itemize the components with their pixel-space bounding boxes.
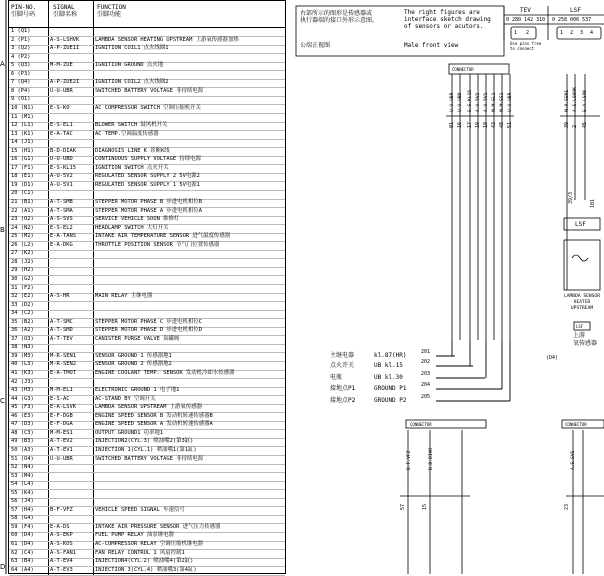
lsf-side-number: 39/3 <box>568 191 574 204</box>
lsf-side-number: 101 <box>590 198 596 208</box>
connector-label: CONNECTOR <box>565 422 587 427</box>
lsf-caption: LAMBDA SENSOR HEATED UPSTREAM <box>564 294 600 311</box>
function-description: INJECTION2(CYL.3) 喷油嘴2(第3缸) <box>95 438 194 445</box>
lsf-title: LSF <box>570 7 581 14</box>
bus-wire-number: 204 <box>421 382 431 388</box>
pin-number: 42 (J3) <box>11 378 34 385</box>
pin-number: 23 (O2) <box>11 216 34 223</box>
bus-label-chinese: 接地点P2 <box>330 397 356 404</box>
bus-label-code: GROUND P2 <box>374 397 407 404</box>
rail-pin-ref: (D4) <box>546 355 559 361</box>
function-description: MAIN RELAY 主继电器 <box>95 293 153 300</box>
bus-label-code: UB kl.15 <box>374 362 403 369</box>
signal-name: B-D-DIAK <box>50 147 76 154</box>
signal-name: E-A-TAC <box>50 130 73 137</box>
function-description: AC COMPRESSOR SWITCH 空调压缩机开关 <box>95 104 201 111</box>
connector-pin-label: M.M.ES1 <box>500 92 505 112</box>
tev-note: Use pins free to connect <box>510 41 542 51</box>
note-english: The right figures are interface sketch drawing of sensors or acutors. <box>404 9 491 30</box>
signal-name: M-R-SEN1 <box>50 352 76 359</box>
pin-number: 35 (B2) <box>11 318 34 325</box>
function-description: INTAKE AIR PRESSURE SENSOR 进气压力传感器 <box>95 523 221 530</box>
bus-label-chinese: 电瓶 <box>330 374 343 381</box>
signal-name: M-M-EL1 <box>50 387 73 394</box>
function-description: STEPPER MOTOR PHASE B 步进电机相位B <box>95 199 202 205</box>
pin-number: 60 (D4) <box>11 532 34 539</box>
pin-number: 36 (A2) <box>11 327 34 334</box>
pin-number: 40 (L3) <box>11 361 34 368</box>
signal-name: E-A-LSVK <box>50 404 76 411</box>
pin-number: 20 (C1) <box>11 190 34 197</box>
pin-number: 53 (M4) <box>11 472 34 479</box>
function-description: FAN RELAY CONTROL 1 风扇控制1 <box>95 549 185 556</box>
connector-pin-label: A.U.5V1 <box>484 92 489 112</box>
signal-name: A-T-SMD <box>50 327 73 334</box>
pin-number: 2 (P1) <box>11 36 31 43</box>
pin-number: 44 (G3) <box>11 395 34 402</box>
function-description: IGNITION COIL1 点火线圈1 <box>95 45 169 52</box>
note-chinese: 右部所示的图形是传感器或 执行器端的接口外形示意图。 <box>300 10 379 24</box>
lsf-pin-4: 4 <box>590 30 594 36</box>
signal-name: E-S-EL1 <box>50 122 73 129</box>
connector-pin-label: M.R.SEN1 <box>565 89 570 112</box>
pin-number: 49 (B3) <box>11 438 34 445</box>
pin-number: 55 (K4) <box>11 489 34 496</box>
lsf-pin-3: 3 <box>580 30 584 36</box>
connector-pin-label: U.U.UBD <box>458 92 463 112</box>
pin-number: 29 (H2) <box>11 267 34 274</box>
pin-number: 39 (M3) <box>11 352 34 359</box>
view-label-chinese: 公端正视图 <box>300 42 331 49</box>
function-description: FUEL PUMP RELAY 油泵继电器 <box>95 532 174 539</box>
connector-label: CONNECTOR <box>410 422 432 427</box>
tev-pin-1: 1 <box>514 30 518 36</box>
signal-name: E-S-AC <box>50 395 70 402</box>
pin-number: 7 (Q4) <box>11 79 31 86</box>
connector-pin-number: 57 <box>400 503 406 510</box>
function-description: AC-COMPRESSOR RELAY 空调压缩机继电器 <box>95 541 204 547</box>
pin-table-header <box>9 1 285 28</box>
connector-pin-label: B.F.VFZ <box>407 450 412 470</box>
pin-number: 19 (D1) <box>11 181 34 188</box>
signal-name: U-U-UBR <box>50 87 73 94</box>
pin-number: 31 (F2) <box>11 284 34 291</box>
signal-name: E-A-DKG <box>50 241 73 248</box>
signal-name: U-U-UBR <box>50 455 73 462</box>
connector-pin-label: E.A.LSVK <box>583 89 588 112</box>
connector-pin-number: 39 <box>564 121 570 128</box>
pin-number: 27 (K2) <box>11 250 34 257</box>
function-description: THROTTLE POSITION SENSOR 节气门位置传感器 <box>95 241 220 248</box>
connector-pin-number: 23 <box>564 503 570 510</box>
signal-name: B-F-VFZ <box>50 506 73 513</box>
signal-name: A-T-TEV <box>50 335 73 342</box>
pin-number: 16 (G1) <box>11 156 34 163</box>
connector-pin-number: 45 <box>582 121 588 128</box>
function-description: REGULATED SENSOR SUPPLY 2 5V电源2 <box>95 173 200 180</box>
pin-number: 50 (A3) <box>11 446 34 453</box>
connector-label: CONNECTOR <box>452 67 474 72</box>
border-letter: A <box>0 60 5 68</box>
signal-name: M-R-SEN2 <box>50 361 76 368</box>
function-description: STEPPER MOTOR PHASE C 步进电机相位C <box>95 318 202 325</box>
signal-name: A-S-KOS <box>50 541 73 547</box>
pin-number: 24 (N2) <box>11 224 34 231</box>
connector-pin-label: A.S.LSHVK <box>573 87 578 112</box>
function-description: HEADLAMP SWITCH 大灯开关 <box>95 224 169 231</box>
pin-number: 61 (D4) <box>11 541 34 547</box>
pin-number: 21 (B1) <box>11 199 34 205</box>
lsf-chinese-label: 上游 氧传感器 <box>573 332 598 347</box>
tev-pin-2: 2 <box>526 30 530 36</box>
pin-number: 63 (B4) <box>11 558 34 565</box>
pin-number: 25 (M2) <box>11 233 34 240</box>
pin-number: 43 (H3) <box>11 387 34 394</box>
bus-wire-number: 203 <box>421 371 431 377</box>
connector-pin-number: 19 <box>475 121 481 128</box>
pin-number: 54 (L4) <box>11 481 34 488</box>
signal-name: A-S-HR <box>50 293 70 300</box>
function-description: INJECTION 3(CYL.4) 喷油嘴3(第4缸) <box>95 566 197 573</box>
signal-name: A-T-EV4 <box>50 558 73 565</box>
pin-number: 30 (G2) <box>11 275 34 282</box>
signal-name: E-A-TANS <box>50 233 76 240</box>
tev-title: TEV <box>520 7 531 14</box>
function-description: ENGINE SPEED SENSOR B 发动机转速传感器B <box>95 412 213 419</box>
connector-pin-number: 81 <box>449 121 455 128</box>
connector-pin-label: U.U.UBR <box>508 92 513 112</box>
pin-number: 6 (P3) <box>11 70 31 77</box>
signal-name: M-M-ZUE <box>50 62 73 69</box>
function-description: ENGINE COOLANT TEMP. SENSOR 发动机冷却水传感器 <box>95 370 235 376</box>
bus-label-code: kl.87(HR) <box>374 352 407 359</box>
signal-name: E-A-DS <box>50 523 70 530</box>
pin-number: 51 (O4) <box>11 455 34 462</box>
signal-name: U-U-UBD <box>50 156 73 163</box>
function-description: INJECTION4(CYL.2) 喷油嘴4(第2缸) <box>95 558 194 565</box>
pin-number: 13 (K1) <box>11 130 34 137</box>
function-description: INTAKE AIR TEMPERATURE SENSOR 进气温度传感器 <box>95 233 231 240</box>
signal-name: E-F-DGA <box>50 421 73 428</box>
bus-label-code: GROUND P1 <box>374 385 407 392</box>
function-description: IGNITION COIL2 点火线圈2 <box>95 79 169 86</box>
pin-number: 48 (C3) <box>11 429 34 436</box>
pin-number: 46 (E3) <box>11 412 34 419</box>
bus-label-chinese: 主继电器 <box>330 352 355 359</box>
function-description: INJECTION 1(CYL.1) 喷油嘴1(第1缸) <box>95 446 197 453</box>
pin-number: 17 (F1) <box>11 164 34 171</box>
pin-number: 9 (O1) <box>11 96 31 103</box>
function-description: OUTPUT GROUND1 功率地1 <box>95 429 164 436</box>
function-description: ENGINE SPEED SENSOR A 发动机转速传感器A <box>95 421 213 428</box>
function-description: DIAGNOSIS LINE K 诊断K线 <box>95 147 170 154</box>
pin-number: 59 (F4) <box>11 523 34 530</box>
pin-number: 33 (D2) <box>11 301 34 308</box>
connector-pin-label: M.M.EL1 <box>492 92 497 112</box>
signal-name: A-T-SMC <box>50 318 73 325</box>
function-description: SERVICE VEHICLE SOON 维修灯 <box>95 216 180 223</box>
function-description: SENSOR GROUND 1 传感器地1 <box>95 352 172 359</box>
function-description: IGNITION SWITCH 点火开关 <box>95 164 169 171</box>
connector-pin-number: 15 <box>422 503 428 510</box>
pin-number: 56 (J4) <box>11 498 34 505</box>
pin-number: 8 (P4) <box>11 87 31 94</box>
signal-name: A-T-EV3 <box>50 566 73 573</box>
connector-pin-number: 2 <box>572 124 578 128</box>
tev-part-number: 0 280 142 310 <box>506 17 546 23</box>
connector-pin-label: B.D.DIAK <box>429 447 434 470</box>
pin-number: 37 (O3) <box>11 335 34 342</box>
function-description: SWITCHED BATTERY VOLTAGE 非持续电源 <box>95 455 204 462</box>
function-description: STEPPER MOTOR PHASE A 步进电机相位A <box>95 207 202 214</box>
signal-name: A-T-SMB <box>50 199 73 205</box>
connector-pin-label: A.U.5V2 <box>476 92 481 112</box>
function-description: IGNITION GROUND 点火地 <box>95 62 164 69</box>
connector-pin-label: U.U.UBR <box>450 92 455 112</box>
connector-pin-number: 51 <box>507 121 513 128</box>
signal-name: A-S-EKP <box>50 532 73 539</box>
pin-table <box>8 0 286 574</box>
pin-number: 47 (D3) <box>11 421 34 428</box>
function-description: STEPPER MOTOR PHASE D 步进电机相位D <box>95 327 202 334</box>
function-description: SENSOR GROUND 2 传感器地2 <box>95 361 172 368</box>
bus-wire-number: 205 <box>421 394 431 400</box>
table-row <box>9 566 285 576</box>
view-label-english: Male front view <box>404 42 459 49</box>
bus-label-chinese: 接地点P1 <box>330 385 356 392</box>
connector-pin-number: 18 <box>483 121 489 128</box>
function-description: REGULATED SENSOR SUPPLY 1 5V电源1 <box>95 181 200 188</box>
bus-label-chinese: 点火开关 <box>330 362 355 369</box>
border-letter: D <box>0 563 6 571</box>
lsf-pin-2: 2 <box>570 30 574 36</box>
bus-wire-number: 201 <box>421 349 431 355</box>
function-description: VEHICLE SPEED SIGNAL 车速信号 <box>95 506 185 513</box>
pin-number: 1 (Q1) <box>11 28 31 34</box>
connector-pin-number: 43 <box>491 121 497 128</box>
bus-label-code: UB kl.30 <box>374 374 403 381</box>
lsf-part-number: 0 258 006 537 <box>552 17 592 23</box>
function-description: AC-STAND BY 空调开关 <box>95 395 156 402</box>
function-column-header: FUNCTION 引脚功能 <box>97 4 126 18</box>
function-description: ELECTRONIC GROUND 1 电子地1 <box>95 387 180 394</box>
pin-number: 38 (N3) <box>11 344 34 351</box>
pin-number: 11 (M1) <box>11 113 34 120</box>
signal-name: E-S-EL2 <box>50 224 73 231</box>
pin-number: 34 (C2) <box>11 310 34 317</box>
pin-number: 58 (G4) <box>11 515 34 522</box>
signal-column-header: SIGNAL 引脚名称 <box>53 4 78 18</box>
bus-wire-number: 202 <box>421 359 431 365</box>
pin-number: 41 (K3) <box>11 370 34 376</box>
connector-pin-label: A.S.SVS <box>571 450 576 470</box>
signal-name: A-U-5V2 <box>50 173 73 180</box>
pin-number: 26 (L2) <box>11 241 34 248</box>
pin-number: 52 (N4) <box>11 464 34 471</box>
pin-number: 15 (H1) <box>11 147 34 154</box>
pin-number: 32 (E2) <box>11 293 34 300</box>
pin-number: 5 (Q3) <box>11 62 31 69</box>
lsf-pin-1: 1 <box>560 30 564 36</box>
pin-number: 12 (L1) <box>11 122 34 129</box>
function-description: AC TEMP.空调温度传感器 <box>95 130 159 137</box>
signal-name: A-T-SMA <box>50 207 73 214</box>
signal-name: A-S-SVS <box>50 216 73 223</box>
function-description: CANISTER PURGE VALVE 炭罐阀 <box>95 335 180 342</box>
pin-number: 10 (N1) <box>11 104 34 111</box>
lsf-box-label: LSF <box>575 221 586 228</box>
signal-name: A-T-EV1 <box>50 446 73 453</box>
signal-name: E-S-KO <box>50 104 70 111</box>
connector-pin-number: 17 <box>467 121 473 128</box>
pin-column-header: PIN-NO. 引脚号码 <box>11 4 37 18</box>
pin-number: 14 (J1) <box>11 139 34 146</box>
signal-name: A-U-5V1 <box>50 181 73 188</box>
function-description: SWITCHED BATTERY VOLTAGE 非持续电源 <box>95 87 204 94</box>
function-description: LAMBDA SENSOR UPSTREAM 上游氧传感器 <box>95 404 202 411</box>
signal-name: E-S-KL15 <box>50 164 76 171</box>
function-description: LAMBDA SENSOR HEATING UPSTREAM 上游氧传感器加热 <box>95 36 239 43</box>
pin-number: 4 (P2) <box>11 53 31 60</box>
signal-name: A-S-FAN1 <box>50 549 76 556</box>
signal-name: A-P-ZUE2I <box>50 79 80 86</box>
pin-number: 3 (Q2) <box>11 45 31 52</box>
pin-number: 45 (F3) <box>11 404 34 411</box>
signal-name: E-F-DGB <box>50 412 73 419</box>
connector-pin-label: E.S.KL15 <box>468 89 473 112</box>
border-letter: B <box>0 226 5 234</box>
connector-pin-number: 16 <box>457 121 463 128</box>
signal-name: E-A-TMOT <box>50 370 76 376</box>
pin-number: 22 (A1) <box>11 207 34 214</box>
connector-pin-number: 48 <box>499 121 505 128</box>
function-description: CONTINUOUS SUPPLY VOLTAGE 持续电源 <box>95 156 201 163</box>
signal-name: M-M-ES1 <box>50 429 73 436</box>
function-description: BLOWER SWITCH 鼓风机开关 <box>95 122 168 129</box>
pin-number: 62 (C4) <box>11 549 34 556</box>
pin-number: 64 (A4) <box>11 566 34 573</box>
signal-name: A-T-EV2 <box>50 438 73 445</box>
pin-number: 28 (J2) <box>11 258 34 265</box>
border-letter: C <box>0 397 5 405</box>
lsf-ref-box: LSF <box>576 324 584 329</box>
pin-number: 18 (E1) <box>11 173 34 180</box>
signal-name: A-P-ZUE1I <box>50 45 80 52</box>
pin-number: 57 (H4) <box>11 506 34 513</box>
signal-name: A-S-LSHVK <box>50 36 80 43</box>
